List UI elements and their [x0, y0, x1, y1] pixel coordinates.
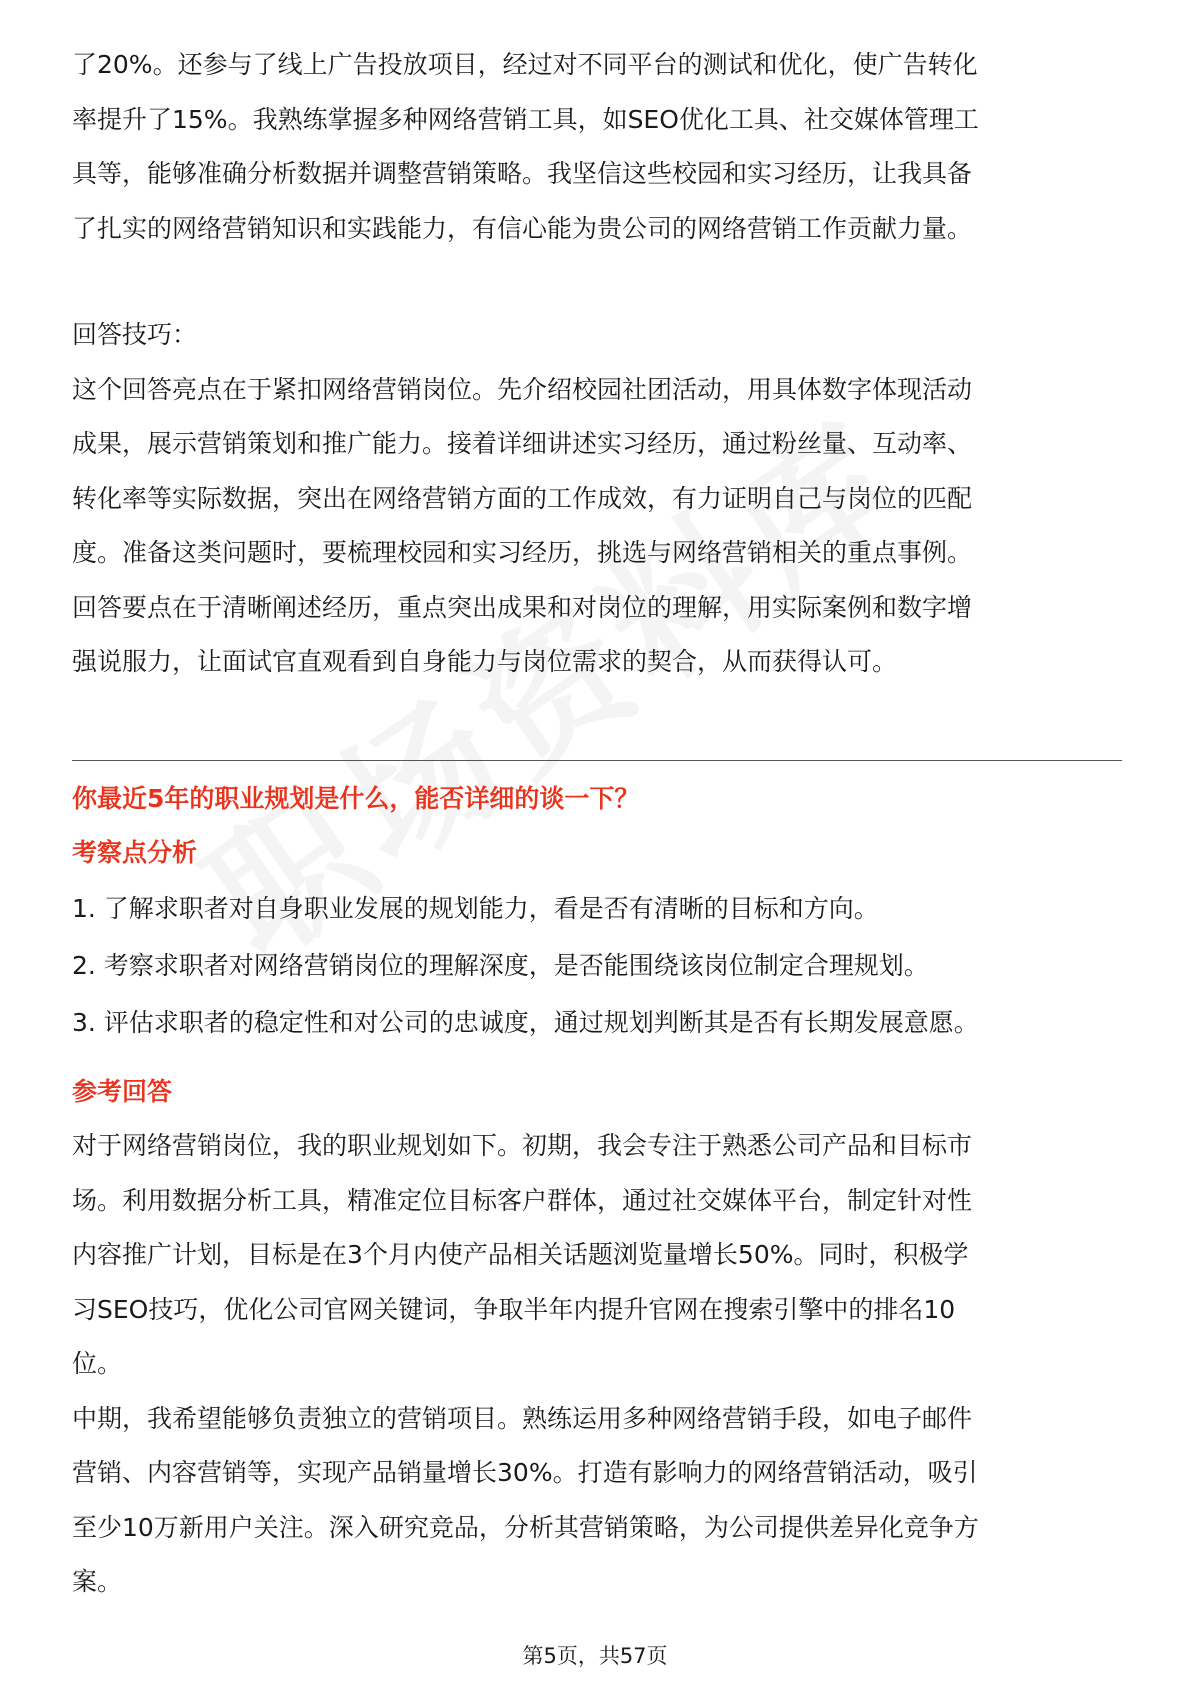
list-item: 3. 评估求职者的稳定性和对公司的忠诚度，通过规划判断其是否有长期发展意愿。 [72, 1008, 979, 1037]
paragraph-line: 成果，展示营销策划和推广能力。接着详细讲述实习经历，通过粉丝量、互动率、 [72, 429, 973, 458]
section-divider [72, 760, 1122, 761]
question-title: 你最近5年的职业规划是什么，能否详细的谈一下？ [72, 784, 640, 813]
analysis-list [72, 880, 1122, 1051]
tips-paragraph [72, 363, 1122, 690]
top-paragraph [72, 38, 1122, 256]
list-item: 1. 了解求职者对自身职业发展的规划能力，看是否有清晰的目标和方向。 [72, 894, 879, 923]
paragraph-line: 回答要点在于清晰阐述经历，重点突出成果和对岗位的理解，用实际案例和数字增 [72, 592, 973, 622]
reference-paragraph-2 [72, 1392, 1122, 1610]
paragraph-line: 场。利用数据分析工具，精准定位目标客户群体，通过社交媒体平台，制定针对性 [72, 1185, 973, 1215]
paragraph-line: 习SEO技巧，优化公司官网关键词，争取半年内提升官网在搜索引擎中的排名10 [72, 1294, 956, 1324]
paragraph-line: 至少10万新用户关注。深入研究竞品，分析其营销策略，为公司提供差异化竞争方 [72, 1512, 979, 1542]
paragraph-line: 这个回答亮点在于紧扣网络营销岗位。先介绍校园社团活动，用具体数字体现活动 [72, 374, 973, 404]
list-item: 2. 考察求职者对网络营销岗位的理解深度，是否能围绕该岗位制定合理规划。 [72, 951, 929, 980]
paragraph-line: 具等，能够准确分析数据并调整营销策略。我坚信这些校园和实习经历，让我具备 [72, 159, 973, 188]
reference-paragraph-1 [72, 1119, 1122, 1392]
reference-heading: 参考回答 [72, 1077, 173, 1106]
analysis-heading: 考察点分析 [72, 838, 198, 867]
paragraph-line: 度。准备这类问题时，要梳理校园和实习经历，挑选与网络营销相关的重点事例。 [72, 538, 973, 567]
paragraph-line: 强说服力，让面试官直观看到自身能力与岗位需求的契合，从而获得认可。 [72, 647, 898, 676]
paragraph-line: 率提升了15%。我熟练掌握多种网络营销工具，如SEO优化工具、社交媒体管理工 [72, 104, 979, 134]
paragraph-line: 案。 [72, 1567, 123, 1596]
paragraph-line: 了扎实的网络营销知识和实践能力，有信心能为贵公司的网络营销工作贡献力量。 [72, 213, 973, 243]
paragraph-line: 营销、内容营销等，实现产品销量增长30%。打造有影响力的网络营销活动，吸引 [72, 1458, 978, 1487]
top-content [72, 38, 1122, 690]
paragraph-line: 中期，我希望能够负责独立的营销项目。熟练运用多种网络营销手段，如电子邮件 [72, 1403, 973, 1433]
paragraph-line: 内容推广计划，目标是在3个月内使产品相关话题浏览量增长50%。同时，积极学 [72, 1240, 969, 1269]
page-number-footer: 第5页，共57页 [522, 1644, 668, 1668]
tips-label: 回答技巧： [72, 320, 198, 349]
paragraph-line: 转化率等实际数据，突出在网络营销方面的工作成效，有力证明自己与岗位的匹配 [72, 483, 973, 513]
question-section [72, 772, 1122, 1610]
paragraph-line: 位。 [72, 1349, 123, 1378]
paragraph-line: 对于网络营销岗位，我的职业规划如下。初期，我会专注于熟悉公司产品和目标市 [72, 1131, 973, 1160]
paragraph-line: 了20%。还参与了线上广告投放项目，经过对不同平台的测试和优化，使广告转化 [72, 50, 978, 79]
